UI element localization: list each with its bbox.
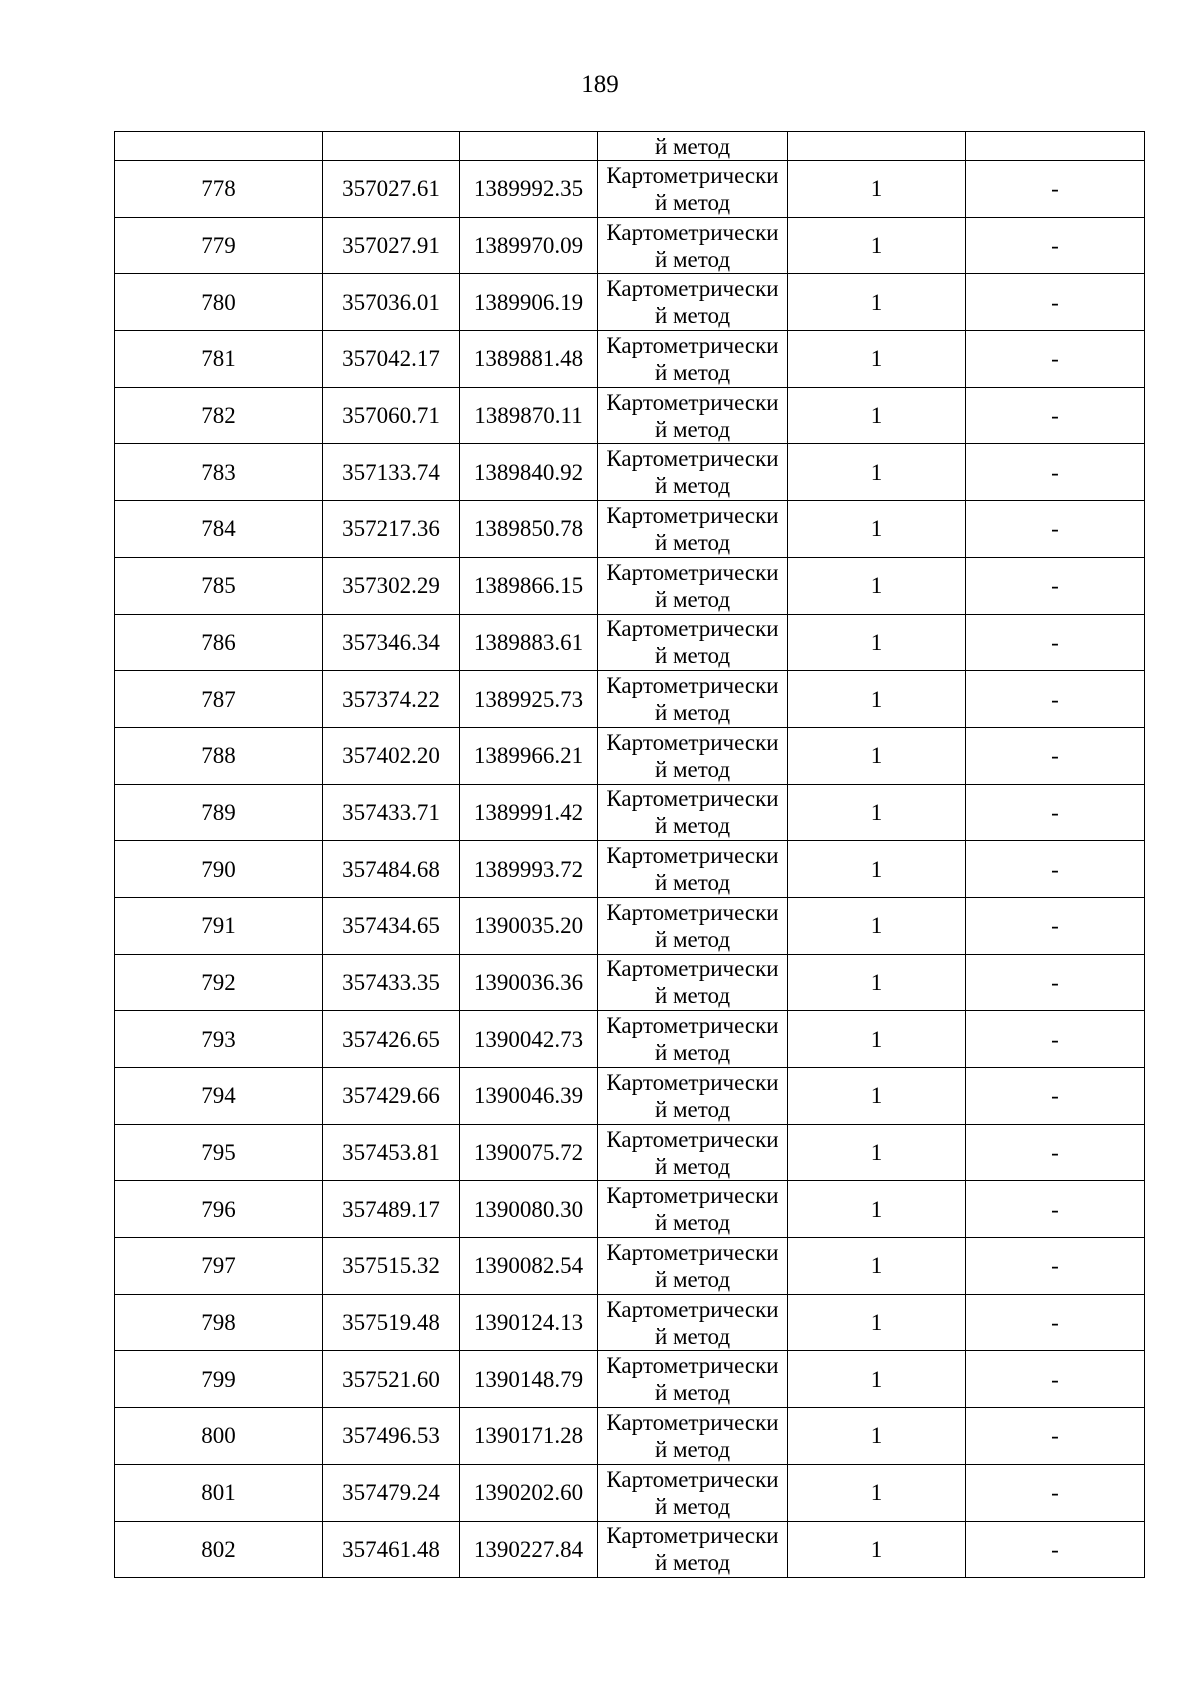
cell-note: - [966, 671, 1145, 728]
cell-accuracy: 1 [788, 444, 966, 501]
cell-y-coordinate: 1389991.42 [460, 784, 598, 841]
table-row [115, 217, 1145, 274]
method-line-2: й метод [654, 700, 731, 726]
cell-point-number: 778 [115, 161, 323, 218]
cell-y-coordinate: 1390082.54 [460, 1238, 598, 1295]
cell-point-number: 798 [115, 1294, 323, 1351]
coordinates-table [114, 131, 1145, 1578]
cell-note: - [966, 1068, 1145, 1125]
cell-method [598, 897, 788, 954]
cell-method [598, 1181, 788, 1238]
cell-accuracy: 1 [788, 501, 966, 558]
cell-y-coordinate: 1390171.28 [460, 1408, 598, 1465]
cell-accuracy: 1 [788, 1238, 966, 1295]
cell-accuracy: 1 [788, 331, 966, 388]
cell-x-coordinate: 357426.65 [323, 1011, 460, 1068]
page-number: 189 [581, 71, 619, 98]
cell-method [598, 671, 788, 728]
cell-note: - [966, 1464, 1145, 1521]
cell-note: - [966, 217, 1145, 274]
cell-point-number: 790 [115, 841, 323, 898]
cell-method [598, 1521, 788, 1578]
method-line-2: й метод [654, 813, 731, 839]
method-line-2: й метод [654, 1436, 731, 1462]
cell-x-coordinate: 357484.68 [323, 841, 460, 898]
table-body [115, 132, 1145, 1578]
table-row [115, 1521, 1145, 1578]
cell-note: - [966, 387, 1145, 444]
table-row [115, 1011, 1145, 1068]
cell-accuracy: 1 [788, 671, 966, 728]
method-line-1: Картометрически [606, 1183, 779, 1209]
cell-y-coordinate: 1390075.72 [460, 1124, 598, 1181]
cell-note: - [966, 897, 1145, 954]
cell-method [598, 954, 788, 1011]
method-line-1: Картометрически [606, 1523, 779, 1549]
cell-x-coordinate: 357515.32 [323, 1238, 460, 1295]
cell-x-coordinate: 357489.17 [323, 1181, 460, 1238]
cell-x-coordinate: 357027.61 [323, 161, 460, 218]
method-line-1: Картометрически [606, 1069, 779, 1095]
cell-y-coordinate: 1389866.15 [460, 557, 598, 614]
cell-point-number: 780 [115, 274, 323, 331]
table-row [115, 841, 1145, 898]
method-line-1: Картометрически [606, 843, 779, 869]
cell-method [598, 1124, 788, 1181]
cell-method [598, 784, 788, 841]
table-row [115, 557, 1145, 614]
cell-accuracy: 1 [788, 1294, 966, 1351]
cell-note: - [966, 784, 1145, 841]
cell-note: - [966, 274, 1145, 331]
method-line-1: Картометрически [606, 1013, 779, 1039]
carry-over-cell-number [115, 132, 323, 161]
cell-x-coordinate: 357133.74 [323, 444, 460, 501]
cell-y-coordinate: 1390124.13 [460, 1294, 598, 1351]
cell-accuracy: 1 [788, 557, 966, 614]
cell-point-number: 785 [115, 557, 323, 614]
method-line-2: й метод [654, 416, 731, 442]
cell-accuracy: 1 [788, 1521, 966, 1578]
cell-accuracy: 1 [788, 614, 966, 671]
cell-note: - [966, 1181, 1145, 1238]
table-row [115, 444, 1145, 501]
method-line-2: й метод [654, 1096, 731, 1122]
cell-method [598, 217, 788, 274]
cell-point-number: 794 [115, 1068, 323, 1125]
cell-point-number: 799 [115, 1351, 323, 1408]
cell-point-number: 784 [115, 501, 323, 558]
table-row [115, 954, 1145, 1011]
cell-method [598, 387, 788, 444]
cell-accuracy: 1 [788, 1408, 966, 1465]
cell-x-coordinate: 357453.81 [323, 1124, 460, 1181]
cell-accuracy: 1 [788, 897, 966, 954]
cell-note: - [966, 444, 1145, 501]
table-row [115, 897, 1145, 954]
cell-x-coordinate: 357027.91 [323, 217, 460, 274]
cell-point-number: 797 [115, 1238, 323, 1295]
cell-accuracy: 1 [788, 274, 966, 331]
cell-method [598, 1294, 788, 1351]
table-row [115, 1464, 1145, 1521]
table-row [115, 671, 1145, 728]
method-line-2: й метод [654, 870, 731, 896]
method-line-2: й метод [654, 1153, 731, 1179]
cell-accuracy: 1 [788, 1068, 966, 1125]
method-line-2: й метод [654, 189, 731, 215]
cell-x-coordinate: 357461.48 [323, 1521, 460, 1578]
cell-x-coordinate: 357521.60 [323, 1351, 460, 1408]
cell-note: - [966, 841, 1145, 898]
cell-note: - [966, 1294, 1145, 1351]
cell-point-number: 786 [115, 614, 323, 671]
carry-over-cell-accuracy [788, 132, 966, 161]
cell-y-coordinate: 1389840.92 [460, 444, 598, 501]
cell-accuracy: 1 [788, 217, 966, 274]
cell-x-coordinate: 357217.36 [323, 501, 460, 558]
method-line-1: Картометрически [606, 616, 779, 642]
cell-accuracy: 1 [788, 1124, 966, 1181]
cell-x-coordinate: 357519.48 [323, 1294, 460, 1351]
cell-note: - [966, 727, 1145, 784]
cell-point-number: 783 [115, 444, 323, 501]
method-line-1: Картометрически [606, 1466, 779, 1492]
cell-y-coordinate: 1390080.30 [460, 1181, 598, 1238]
cell-y-coordinate: 1390227.84 [460, 1521, 598, 1578]
method-line-2: й метод [654, 1550, 731, 1576]
cell-x-coordinate: 357060.71 [323, 387, 460, 444]
cell-y-coordinate: 1390046.39 [460, 1068, 598, 1125]
method-line-2: й метод [654, 1040, 731, 1066]
method-line-2: й метод [654, 1380, 731, 1406]
method-line-1: Картометрически [606, 1296, 779, 1322]
cell-method [598, 1351, 788, 1408]
cell-note: - [966, 557, 1145, 614]
cell-note: - [966, 614, 1145, 671]
table-row [115, 161, 1145, 218]
cell-accuracy: 1 [788, 161, 966, 218]
carry-over-cell-y [460, 132, 598, 161]
cell-y-coordinate: 1390036.36 [460, 954, 598, 1011]
method-line-2: й метод [654, 926, 731, 952]
method-line-1: Картометрически [606, 899, 779, 925]
method-line-1: Картометрически [606, 389, 779, 415]
method-line-2: й метод [654, 983, 731, 1009]
table-row [115, 784, 1145, 841]
cell-x-coordinate: 357402.20 [323, 727, 460, 784]
cell-x-coordinate: 357036.01 [323, 274, 460, 331]
cell-accuracy: 1 [788, 1181, 966, 1238]
cell-point-number: 795 [115, 1124, 323, 1181]
method-line-1: Картометрически [606, 1409, 779, 1435]
cell-point-number: 782 [115, 387, 323, 444]
method-line-2: й метод [654, 1266, 731, 1292]
method-line-2: й метод [654, 1493, 731, 1519]
cell-method [598, 557, 788, 614]
cell-accuracy: 1 [788, 954, 966, 1011]
method-line-1: Картометрически [606, 1126, 779, 1152]
carry-over-cell-x [323, 132, 460, 161]
cell-y-coordinate: 1389906.19 [460, 274, 598, 331]
cell-accuracy: 1 [788, 1351, 966, 1408]
cell-x-coordinate: 357433.71 [323, 784, 460, 841]
table-row [115, 727, 1145, 784]
cell-method [598, 331, 788, 388]
cell-point-number: 802 [115, 1521, 323, 1578]
cell-y-coordinate: 1389992.35 [460, 161, 598, 218]
cell-point-number: 801 [115, 1464, 323, 1521]
cell-x-coordinate: 357374.22 [323, 671, 460, 728]
cell-point-number: 788 [115, 727, 323, 784]
method-line-1: Картометрически [606, 276, 779, 302]
cell-x-coordinate: 357496.53 [323, 1408, 460, 1465]
cell-accuracy: 1 [788, 1464, 966, 1521]
method-line-2: й метод [654, 1323, 731, 1349]
cell-y-coordinate: 1389883.61 [460, 614, 598, 671]
table-row [115, 1351, 1145, 1408]
method-line-2: й метод [654, 1210, 731, 1236]
method-line-1: Картометрически [606, 673, 779, 699]
cell-y-coordinate: 1390042.73 [460, 1011, 598, 1068]
table-row [115, 331, 1145, 388]
cell-point-number: 787 [115, 671, 323, 728]
cell-x-coordinate: 357042.17 [323, 331, 460, 388]
cell-note: - [966, 501, 1145, 558]
cell-accuracy: 1 [788, 727, 966, 784]
carry-over-row [115, 132, 1145, 161]
table-row [115, 1068, 1145, 1125]
cell-point-number: 800 [115, 1408, 323, 1465]
method-line-1: Картометрически [606, 502, 779, 528]
method-line-2: й метод [654, 473, 731, 499]
method-line-1: Картометрически [606, 1353, 779, 1379]
cell-method [598, 1068, 788, 1125]
cell-x-coordinate: 357302.29 [323, 557, 460, 614]
cell-method [598, 614, 788, 671]
cell-method [598, 161, 788, 218]
table-row [115, 387, 1145, 444]
cell-y-coordinate: 1389881.48 [460, 331, 598, 388]
cell-x-coordinate: 357434.65 [323, 897, 460, 954]
method-line-1: Картометрически [606, 332, 779, 358]
cell-point-number: 792 [115, 954, 323, 1011]
method-line-1: Картометрически [606, 1239, 779, 1265]
cell-method [598, 1238, 788, 1295]
method-line-1: Картометрически [606, 956, 779, 982]
method-line-1: Картометрически [606, 786, 779, 812]
table-row [115, 1238, 1145, 1295]
cell-note: - [966, 1351, 1145, 1408]
cell-x-coordinate: 357346.34 [323, 614, 460, 671]
carry-over-cell-method: й метод [598, 132, 788, 161]
cell-method [598, 1011, 788, 1068]
method-line-2: й метод [654, 586, 731, 612]
cell-y-coordinate: 1390148.79 [460, 1351, 598, 1408]
cell-y-coordinate: 1389970.09 [460, 217, 598, 274]
cell-point-number: 793 [115, 1011, 323, 1068]
cell-accuracy: 1 [788, 784, 966, 841]
carry-over-cell-note [966, 132, 1145, 161]
table-row [115, 274, 1145, 331]
method-line-2: й метод [654, 529, 731, 555]
cell-note: - [966, 1238, 1145, 1295]
method-line-2: й метод [654, 303, 731, 329]
cell-y-coordinate: 1389993.72 [460, 841, 598, 898]
cell-y-coordinate: 1389870.11 [460, 387, 598, 444]
method-line-2: й метод [654, 246, 731, 272]
cell-note: - [966, 1408, 1145, 1465]
cell-note: - [966, 1124, 1145, 1181]
method-line-2: й метод [654, 359, 731, 385]
cell-method [598, 727, 788, 784]
table-row [115, 1408, 1145, 1465]
cell-method [598, 274, 788, 331]
table-row [115, 1181, 1145, 1238]
cell-note: - [966, 1011, 1145, 1068]
table-row [115, 1124, 1145, 1181]
cell-note: - [966, 954, 1145, 1011]
cell-point-number: 791 [115, 897, 323, 954]
cell-method [598, 444, 788, 501]
cell-y-coordinate: 1390035.20 [460, 897, 598, 954]
cell-y-coordinate: 1389925.73 [460, 671, 598, 728]
cell-y-coordinate: 1390202.60 [460, 1464, 598, 1521]
method-line-2: й метод [654, 756, 731, 782]
cell-method [598, 841, 788, 898]
cell-note: - [966, 1521, 1145, 1578]
cell-y-coordinate: 1389850.78 [460, 501, 598, 558]
method-line-1: Картометрически [606, 446, 779, 472]
method-line-1: Картометрически [606, 559, 779, 585]
cell-point-number: 779 [115, 217, 323, 274]
cell-method [598, 1408, 788, 1465]
cell-x-coordinate: 357433.35 [323, 954, 460, 1011]
cell-method [598, 1464, 788, 1521]
cell-point-number: 781 [115, 331, 323, 388]
method-line-1: Картометрически [606, 162, 779, 188]
cell-accuracy: 1 [788, 841, 966, 898]
cell-y-coordinate: 1389966.21 [460, 727, 598, 784]
cell-accuracy: 1 [788, 387, 966, 444]
cell-point-number: 796 [115, 1181, 323, 1238]
cell-method [598, 501, 788, 558]
table-row [115, 1294, 1145, 1351]
cell-x-coordinate: 357479.24 [323, 1464, 460, 1521]
table-row [115, 501, 1145, 558]
cell-accuracy: 1 [788, 1011, 966, 1068]
method-line-1: Картометрически [606, 729, 779, 755]
method-line-2: й метод [654, 643, 731, 669]
cell-note: - [966, 331, 1145, 388]
cell-point-number: 789 [115, 784, 323, 841]
cell-note: - [966, 161, 1145, 218]
method-line-1: Картометрически [606, 219, 779, 245]
cell-x-coordinate: 357429.66 [323, 1068, 460, 1125]
table-row [115, 614, 1145, 671]
